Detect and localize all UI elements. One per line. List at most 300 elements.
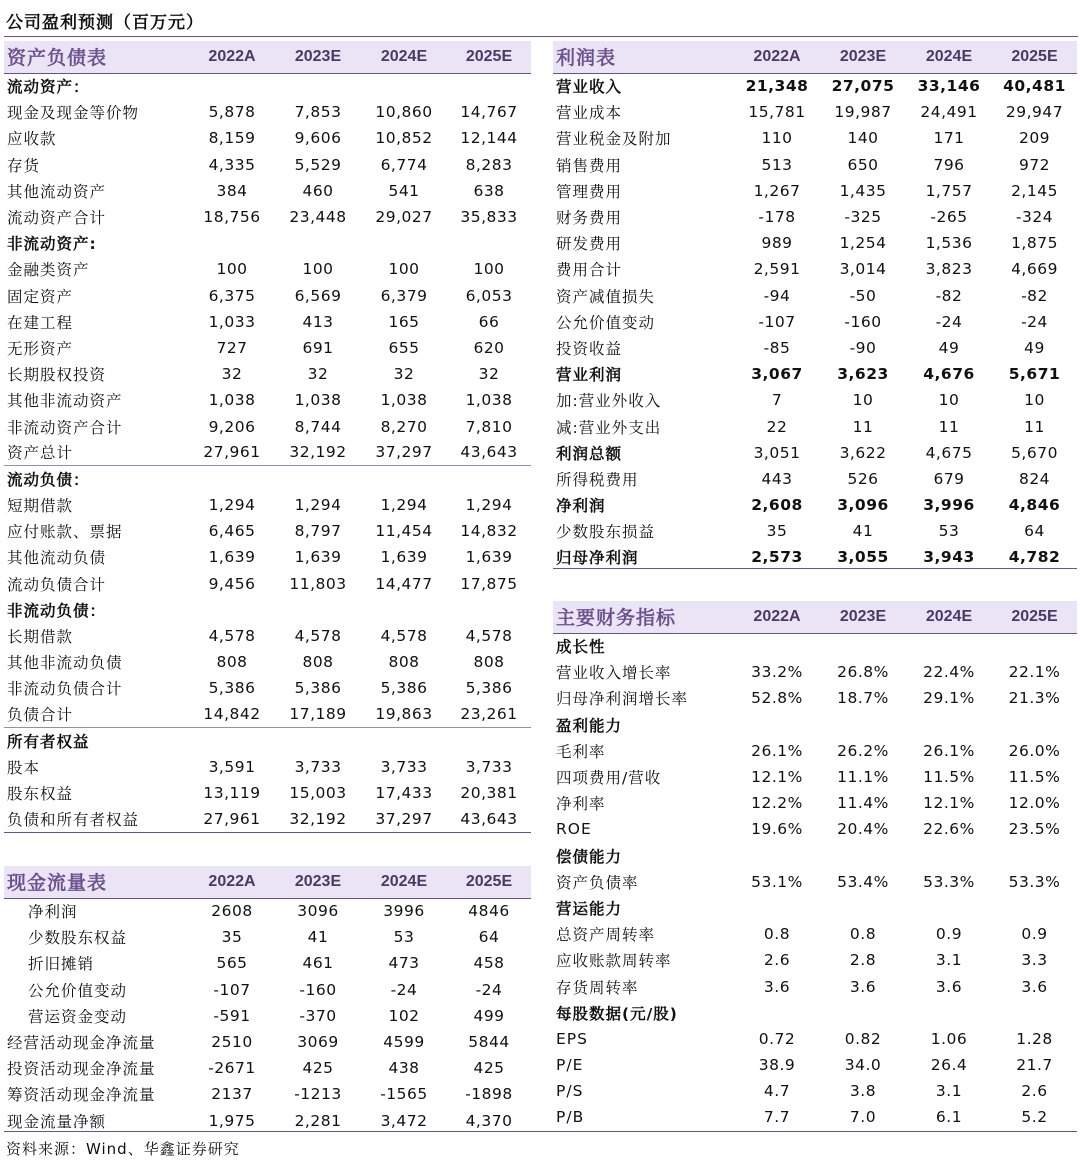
cell-value: 33,146 <box>917 77 981 96</box>
cell-value <box>734 843 820 869</box>
cell-value: -107 <box>213 980 251 999</box>
cell-value <box>820 843 906 869</box>
cell-value: 26.1% <box>923 741 975 760</box>
cell-value: 7,810 <box>465 417 513 436</box>
row-label: 四项费用/营收 <box>556 769 662 788</box>
row-label: 股本 <box>7 758 41 777</box>
cell-value: 2,145 <box>1011 181 1058 200</box>
cell-value: 37,297 <box>361 806 447 832</box>
cell-value: -1565 <box>380 1085 428 1104</box>
table-row <box>553 230 1077 256</box>
cell-value: 650 <box>847 155 879 174</box>
cell-value: -1213 <box>294 1085 342 1104</box>
cell-value: -325 <box>844 208 882 227</box>
cell-value: 8,159 <box>208 129 256 148</box>
cell-value <box>906 843 992 869</box>
cell-value: 4,782 <box>1008 548 1061 567</box>
cell-value: -82 <box>935 286 963 305</box>
row-label: 长期股权投资 <box>7 366 107 385</box>
cell-value <box>906 1000 992 1026</box>
cell-value: 8,283 <box>465 155 513 174</box>
cell-value: 6,053 <box>465 286 513 305</box>
cell-value: 2,591 <box>753 260 801 279</box>
cell-value: 3,733 <box>380 757 428 776</box>
cash-flow-panel <box>4 866 531 1134</box>
cell-value: 6,465 <box>208 522 256 541</box>
cell-value: 27,075 <box>831 77 895 96</box>
cell-value: -24 <box>1021 312 1048 331</box>
cell-value: 17,875 <box>460 574 518 593</box>
cell-value: 3,472 <box>380 1111 428 1130</box>
cell-value: 24,491 <box>920 103 978 122</box>
table-row <box>553 518 1077 544</box>
row-label: 每股数据(元/股) <box>556 1004 678 1023</box>
row-label: 应付账款、票据 <box>7 523 123 542</box>
row-label: 公允价值变动 <box>556 313 656 332</box>
cell-value <box>361 466 447 492</box>
row-label: 销售费用 <box>556 156 623 175</box>
page-title: 公司盈利预测（百万元） <box>6 13 204 33</box>
cell-value: 1,038 <box>294 391 342 410</box>
cell-value: 1,038 <box>380 391 428 410</box>
row-label: 研发费用 <box>556 235 623 254</box>
table-row <box>553 152 1077 178</box>
cell-value: 23,448 <box>289 208 347 227</box>
year-header: 2024E <box>906 601 992 633</box>
cell-value: 34.0 <box>844 1056 882 1075</box>
year-header: 2023E <box>820 41 906 73</box>
cell-value: -24 <box>475 980 503 999</box>
row-label: 净利率 <box>556 795 606 814</box>
row-label: 现金及现金等价物 <box>7 104 140 123</box>
table-row <box>4 387 531 413</box>
cell-value: 11 <box>852 417 874 436</box>
cell-value: 461 <box>302 954 334 973</box>
table-row <box>553 466 1077 492</box>
cell-value: 0.8 <box>763 925 791 944</box>
year-header: 2024E <box>906 41 992 73</box>
cell-value: 1,294 <box>465 496 513 515</box>
cell-value: 3,055 <box>837 548 889 567</box>
table-row <box>4 675 531 701</box>
cell-value: 32 <box>221 365 243 384</box>
cell-value: 4,846 <box>1008 496 1061 515</box>
cell-value: 27,961 <box>189 806 275 832</box>
cell-value: 3,823 <box>925 260 973 279</box>
cell-value: -107 <box>758 312 796 331</box>
row-label: 在建工程 <box>7 313 74 332</box>
income-statement-panel <box>553 41 1077 571</box>
cell-value: 22.6% <box>923 820 975 839</box>
cell-value: 6.1 <box>935 1108 963 1127</box>
cell-value: 3,622 <box>839 443 887 462</box>
row-label: 所有者权益 <box>7 733 90 752</box>
year-header: 2023E <box>275 41 361 73</box>
cell-value: 18.7% <box>837 689 889 708</box>
cell-value: 443 <box>761 469 793 488</box>
row-label: 投资收益 <box>556 339 623 358</box>
row-label: 金融类资产 <box>7 261 90 280</box>
row-label: 流动资产合计 <box>7 209 107 228</box>
table-row <box>4 977 531 1003</box>
cell-value: -178 <box>758 208 796 227</box>
cell-value <box>906 712 992 738</box>
cell-value: 808 <box>473 653 505 672</box>
cell-value <box>820 1000 906 1026</box>
cell-value: 49 <box>1024 338 1045 357</box>
cell-value: 14,832 <box>460 522 518 541</box>
cell-value: 5844 <box>468 1033 510 1052</box>
cell-value <box>275 597 361 623</box>
cell-value <box>820 895 906 921</box>
table-row <box>4 413 531 439</box>
table-row <box>4 806 531 832</box>
cell-value: -85 <box>763 338 791 357</box>
cell-value: 11,454 <box>375 522 433 541</box>
cell-value <box>447 73 531 99</box>
cell-value <box>361 597 447 623</box>
cell-value: 26.8% <box>837 663 889 682</box>
cell-value: 6,379 <box>380 286 428 305</box>
cell-value: 4,578 <box>208 627 256 646</box>
balance-sheet-header <box>4 41 531 73</box>
cell-value: 7.7 <box>763 1108 791 1127</box>
row-label: 毛利率 <box>556 742 606 761</box>
cell-value: 3,096 <box>837 496 889 515</box>
cell-value <box>275 230 361 256</box>
table-row <box>4 256 531 282</box>
year-header: 2024E <box>361 866 447 898</box>
table-row <box>553 790 1077 816</box>
table-row <box>4 178 531 204</box>
balance-sheet-title: 资产负债表 <box>4 41 189 73</box>
cell-value: 541 <box>388 181 420 200</box>
cell-value: 12,144 <box>460 129 518 148</box>
cell-value: 620 <box>473 338 505 357</box>
row-label: 管理费用 <box>556 182 623 201</box>
cell-value: 100 <box>473 260 505 279</box>
row-label: P/B <box>556 1108 585 1127</box>
cell-value: 1,875 <box>1011 234 1058 253</box>
row-label: 费用合计 <box>556 261 623 280</box>
cell-value: 1,294 <box>380 496 428 515</box>
row-label: 固定资产 <box>7 287 74 306</box>
row-label: 其他非流动资产 <box>7 392 123 411</box>
cash-flow-bottom-rule <box>4 1131 1077 1132</box>
cell-value <box>906 633 992 659</box>
row-label: 负债合计 <box>4 702 189 728</box>
table-row <box>4 335 531 361</box>
cell-value: 0.9 <box>935 925 963 944</box>
cell-value <box>820 712 906 738</box>
table-row <box>4 518 531 544</box>
cell-value: 727 <box>216 338 248 357</box>
cell-value: 808 <box>216 653 248 672</box>
cell-value: 26.0% <box>1008 741 1061 760</box>
cell-value: 513 <box>761 155 793 174</box>
cell-value <box>275 466 361 492</box>
cell-value: 499 <box>473 1006 505 1025</box>
table-row <box>553 178 1077 204</box>
row-label: 减:营业外支出 <box>556 418 662 437</box>
cell-value: 53 <box>938 522 960 541</box>
cell-value: 5,670 <box>1011 443 1058 462</box>
cell-value <box>447 728 531 754</box>
cell-value: 5,386 <box>294 679 342 698</box>
cell-value: 14,842 <box>189 702 275 728</box>
table-row <box>4 623 531 649</box>
cell-value: 10 <box>852 391 874 410</box>
row-label: 营运能力 <box>556 899 623 918</box>
cell-value: 100 <box>216 260 248 279</box>
cell-value: 10 <box>1024 391 1045 410</box>
cell-value: 19.6% <box>751 820 803 839</box>
cell-value: 4,578 <box>294 627 342 646</box>
cell-value: 11.5% <box>923 768 975 787</box>
cell-value: -324 <box>1015 208 1054 227</box>
cell-value: 66 <box>478 312 500 331</box>
row-label: 营业收入增长率 <box>556 664 672 683</box>
row-label: 其他非流动负债 <box>7 654 123 673</box>
row-label: 其他流动资产 <box>7 182 107 201</box>
cell-value: -24 <box>390 980 418 999</box>
row-label: 经营活动现金净流量 <box>7 1034 156 1053</box>
row-label: 股东权益 <box>7 785 74 804</box>
row-label: 应收款 <box>7 130 57 149</box>
cell-value: 11 <box>1024 417 1045 436</box>
cell-value: -50 <box>849 286 877 305</box>
table-row <box>4 204 531 230</box>
cell-value: 13,119 <box>203 784 261 803</box>
row-label: 现金流量净额 <box>7 1112 107 1131</box>
row-label: 投资活动现金净流量 <box>7 1060 156 1079</box>
cell-value: 1,038 <box>465 391 513 410</box>
row-label: 长期借款 <box>7 628 74 647</box>
table-row <box>4 597 531 623</box>
cell-value: 53.3% <box>923 872 975 891</box>
cell-value: 49 <box>938 338 960 357</box>
cell-value: 22.1% <box>1008 663 1061 682</box>
cell-value <box>189 466 275 492</box>
table-row <box>4 466 531 492</box>
cell-value: 8,744 <box>294 417 342 436</box>
cell-value: 32 <box>393 365 415 384</box>
cell-value: 3,014 <box>839 260 887 279</box>
cell-value: 1,757 <box>925 181 973 200</box>
cell-value: 32 <box>478 365 500 384</box>
year-header: 2025E <box>992 601 1077 633</box>
row-label: 流动负债合计 <box>7 575 107 594</box>
cell-value: 5.2 <box>1021 1108 1048 1127</box>
cell-value: 53.4% <box>837 872 889 891</box>
row-label: 资产负债率 <box>556 873 639 892</box>
cell-value: 2,573 <box>751 548 803 567</box>
cell-value: 26.1% <box>751 741 803 760</box>
row-label: 营业成本 <box>556 104 623 123</box>
cell-value: 6,569 <box>294 286 342 305</box>
cell-value: 21.7 <box>1016 1056 1053 1075</box>
cell-value: 23.5% <box>1008 820 1061 839</box>
cell-value: 2.6 <box>1021 1082 1048 1101</box>
cell-value: 458 <box>473 954 505 973</box>
cell-value: 165 <box>388 312 420 331</box>
cell-value: 7 <box>771 391 783 410</box>
table-row <box>4 440 531 466</box>
row-label: 财务费用 <box>556 209 623 228</box>
row-label: 盈利能力 <box>556 716 623 735</box>
table-row <box>4 950 531 976</box>
cell-value: 12.2% <box>751 794 803 813</box>
income-statement-table <box>553 41 1077 571</box>
cell-value: 12.1% <box>923 794 975 813</box>
row-label: 短期借款 <box>7 497 74 516</box>
cell-value: 526 <box>847 469 879 488</box>
row-label: 少数股东损益 <box>556 523 656 542</box>
key-indicators-panel <box>553 601 1077 1131</box>
cell-value: 413 <box>302 312 334 331</box>
table-row <box>4 73 531 99</box>
cell-value: -24 <box>935 312 963 331</box>
cell-value: 4,676 <box>923 365 975 384</box>
table-row <box>4 1055 531 1081</box>
cell-value: 64 <box>478 928 500 947</box>
cell-value: 15,003 <box>289 784 347 803</box>
cell-value <box>361 728 447 754</box>
row-label: 公允价值变动 <box>28 981 128 1000</box>
cell-value: 3.3 <box>1021 951 1048 970</box>
cell-value: 11.4% <box>837 794 889 813</box>
table-row <box>553 869 1077 895</box>
cell-value: 209 <box>1018 129 1051 148</box>
table-row <box>553 361 1077 387</box>
cell-value <box>992 633 1077 659</box>
row-label: 总资产周转率 <box>556 926 656 945</box>
year-header: 2022A <box>189 866 275 898</box>
table-row <box>553 99 1077 125</box>
table-row <box>4 361 531 387</box>
cell-value: 43,643 <box>447 806 531 832</box>
cell-value: 17,189 <box>275 702 361 728</box>
cell-value: 3996 <box>383 902 425 921</box>
row-label: 成长性 <box>556 638 606 657</box>
cell-value <box>992 712 1077 738</box>
cell-value: 425 <box>473 1059 505 1078</box>
row-label: 流动资产： <box>7 78 90 97</box>
income-statement-title: 利润表 <box>553 41 734 73</box>
table-row <box>553 335 1077 361</box>
cell-value: 0.9 <box>1021 925 1048 944</box>
row-label: 少数股东权益 <box>28 929 128 948</box>
cell-value: 0.72 <box>758 1029 796 1048</box>
cell-value: 3.6 <box>1021 977 1048 996</box>
cell-value: 5,671 <box>1008 365 1061 384</box>
cell-value: 3.6 <box>763 977 791 996</box>
cell-value: 35 <box>766 522 788 541</box>
cell-value: 32 <box>307 365 329 384</box>
cell-value: 3.6 <box>849 977 877 996</box>
cell-value: 17,433 <box>375 784 433 803</box>
year-header: 2022A <box>189 41 275 73</box>
row-label: 存货周转率 <box>556 978 639 997</box>
cell-value: 140 <box>847 129 879 148</box>
table-row <box>553 659 1077 685</box>
cash-flow-title: 现金流量表 <box>4 866 189 898</box>
key-indicators-table <box>553 601 1077 1131</box>
row-label: 无形资产 <box>7 339 74 358</box>
table-row <box>4 702 531 728</box>
table-row <box>553 712 1077 738</box>
table-row <box>4 1029 531 1055</box>
row-label: 存货 <box>7 156 41 175</box>
balance-sheet-table <box>4 41 531 833</box>
cell-value: 22.4% <box>923 663 975 682</box>
cell-value <box>906 895 992 921</box>
cell-value: 7.0 <box>849 1108 877 1127</box>
cell-value: 4,669 <box>1011 260 1058 279</box>
cell-value: 20,381 <box>460 784 518 803</box>
title-divider <box>4 36 1078 37</box>
table-row <box>553 843 1077 869</box>
year-header: 2024E <box>361 41 447 73</box>
cell-value: 3,051 <box>753 443 801 462</box>
cell-value: 3,623 <box>837 365 889 384</box>
row-label: 非流动资产合计 <box>7 418 123 437</box>
cell-value: 2510 <box>211 1033 253 1052</box>
cell-value: 12.1% <box>751 768 803 787</box>
cell-value <box>189 728 275 754</box>
cell-value: 14,477 <box>375 574 433 593</box>
cell-value: 11 <box>938 417 960 436</box>
row-label: 营业利润 <box>556 366 623 385</box>
cell-value: 6,375 <box>208 286 256 305</box>
cell-value: 1,639 <box>380 548 428 567</box>
cell-value: 3.1 <box>935 1082 963 1101</box>
cell-value: 7,853 <box>294 103 342 122</box>
cell-value: 52.8% <box>751 689 803 708</box>
cell-value: 4,335 <box>208 155 256 174</box>
table-row <box>4 1003 531 1029</box>
table-row <box>553 440 1077 466</box>
cell-value: 11.1% <box>837 768 889 787</box>
cell-value: 2,281 <box>294 1111 342 1130</box>
cell-value <box>447 230 531 256</box>
cell-value: 2.6 <box>763 951 791 970</box>
table-row <box>4 728 531 754</box>
cell-value: 64 <box>1024 522 1045 541</box>
cell-value <box>361 230 447 256</box>
cell-value: 4,370 <box>465 1111 513 1130</box>
cell-value: 1,639 <box>465 548 513 567</box>
cell-value: 1,435 <box>839 181 887 200</box>
cell-value: 8,270 <box>380 417 428 436</box>
row-label: 其他流动负债 <box>7 549 107 568</box>
cell-value <box>734 633 820 659</box>
cell-value <box>275 728 361 754</box>
cell-value: 37,297 <box>361 440 447 466</box>
row-label: 加:营业外收入 <box>556 392 662 411</box>
row-label: EPS <box>556 1029 588 1048</box>
row-label: P/E <box>556 1056 584 1075</box>
table-row <box>553 309 1077 335</box>
cell-value <box>992 895 1077 921</box>
cell-value <box>189 73 275 99</box>
cell-value: 1,267 <box>753 181 801 200</box>
cell-value: -94 <box>763 286 791 305</box>
key-indicators-header <box>553 601 1077 633</box>
cell-value <box>820 633 906 659</box>
row-label: 利润总额 <box>556 444 623 463</box>
cell-value: -2671 <box>208 1059 256 1078</box>
